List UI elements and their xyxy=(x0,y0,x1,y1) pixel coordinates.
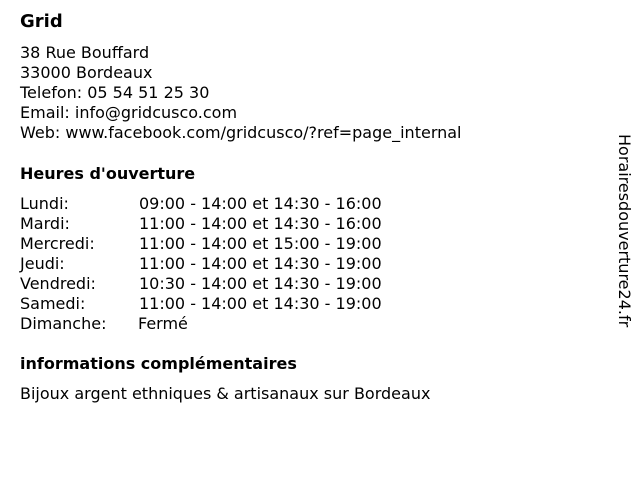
day-label: Dimanche: xyxy=(20,314,107,333)
email-line: Email: info@gridcusco.com xyxy=(20,103,238,122)
day-label: Samedi: xyxy=(20,294,86,313)
day-hours: 09:00 - 14:00 et 14:30 - 16:00 xyxy=(139,194,382,213)
day-label: Vendredi: xyxy=(20,274,96,293)
day-label: Jeudi: xyxy=(20,254,65,273)
day-hours: 11:00 - 14:00 et 14:30 - 19:00 xyxy=(139,294,382,313)
additional-info-text: Bijoux argent ethniques & artisanaux sur Bordeaux xyxy=(20,384,431,403)
street-address: 38 Rue Bouffard xyxy=(20,43,150,62)
city-postcode: 33000 Bordeaux xyxy=(20,63,153,82)
day-hours: 11:00 - 14:00 et 14:30 - 16:00 xyxy=(139,214,382,233)
day-hours: 11:00 - 14:00 et 14:30 - 19:00 xyxy=(139,254,382,273)
phone-line: Telefon: 05 54 51 25 30 xyxy=(20,83,210,102)
watermark-text: Horairesdouverture24.fr xyxy=(615,134,634,328)
day-hours: 10:30 - 14:00 et 14:30 - 19:00 xyxy=(139,274,382,293)
opening-hours-heading: Heures d'ouverture xyxy=(20,164,196,183)
day-label: Mardi: xyxy=(20,214,70,233)
day-label: Mercredi: xyxy=(20,234,95,253)
day-label: Lundi: xyxy=(20,194,69,213)
day-hours: 11:00 - 14:00 et 15:00 - 19:00 xyxy=(139,234,382,253)
web-line: Web: www.facebook.com/gridcusco/?ref=page_internal xyxy=(20,123,462,142)
address-block xyxy=(20,43,462,143)
additional-info-heading: informations complémentaires xyxy=(20,354,297,373)
business-name: Grid xyxy=(20,11,63,32)
day-hours: Fermé xyxy=(138,314,188,333)
